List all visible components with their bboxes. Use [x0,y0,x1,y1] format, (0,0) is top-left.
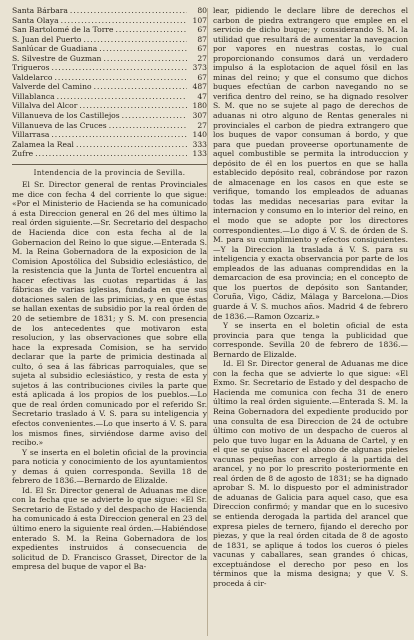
index-row [12,16,207,26]
index-leader-dots [51,63,187,73]
index-value: 27 [197,120,207,130]
paragraph: lear, pidiendo le declare libre de derechos el carbon de piedra extrangero que emplee en el servicio de dicho buque; y considerando S. M. la utilidad que resultará de aumentar la navegacion por vapores en nuestras costas, lo cual proporcionando consumos dará un verdadero impulso á la esplotacion de aquel fósil en las minas del reino; y que el consumo que dichos buques efectúan de carbon navegando no se verifica dentro del reino, se ha dignado resolver S. M. que no se sujete al pago de derechos de aduanas ni otro alguno de Rentas generales ni provinciales el carbon de piedra extrangero que los buques de vapor consuman á bordo, y que para que puedan proveerse oportunamente de aquel combustible se permita la introduccion y depósito de él en los puertos en que se halla establecido depósito real, cobrándose por razon de almacenage en los casos en que este se verifique, tomando los empleados de aduanas todas las medidas necesarias para evitar la internacion y consumo en lo interior del reino, en el modo que se adopte por los directores correspondientes.—Lo digo á V. S. de órden de S. M. para su cumplimiento y efectos consiguientes.—Y la Direccion la traslada á V. S. para su inteligencia y exacta observancia por parte de los empleados de las aduanas comprendidas en la demarcacion de esa provincia; en el concepto de que los puertos de depósito son Santander, Coruña, Vigo, Cádiz, Málaga y Barcelona.—Dios guarde á V. S. muchos años. Madrid 4 de febrero de 1836.—Ramon Ozcariz.» [213,6,408,321]
index-leader-dots [109,121,187,131]
index-value: 180 [192,101,207,111]
town-index [12,6,207,159]
index-town-name: Zufre [12,149,34,159]
index-row [12,6,207,16]
index-town-name: Valdelarco [12,72,53,82]
paragraph: Id. El Sr. Director general de Aduanas me dice con la fecha que se advierte lo que sigue: «El Sr. Secretario de Estado y del despacho de Hacienda ha comunicado á esta Direccion general en 23 del último enero la siguiente real órden.—Habiéndose enterado S. M. la Reina Gobernadora de los expedientes instruidos á consecuencia de solicitud de D. Francisco Grasset, Director de la empresa del buque de vapor el Ba- [12,485,207,572]
index-leader-dots [79,101,187,111]
index-leader-dots [76,140,187,150]
index-value: 87 [197,34,207,44]
index-value: 487 [192,82,207,92]
index-value: 67 [197,44,207,54]
index-leader-dots [35,149,187,159]
index-town-name: Valverde del Camino [12,82,92,92]
index-row [12,149,207,159]
index-row [12,130,207,140]
index-leader-dots [103,54,187,64]
index-leader-dots [122,111,187,121]
index-value: 67 [197,72,207,82]
index-row [12,92,207,102]
index-town-name: Trigueros [12,63,50,73]
index-leader-dots [51,130,187,140]
index-town-name: S. Juan del Puerto [12,34,82,44]
index-town-name: Villanueva de las Cruces [12,120,107,130]
index-row [12,111,207,121]
index-town-name: Villalva del Alcor [12,101,78,111]
index-town-name: Sanlúcar de Guadiana [12,44,98,54]
index-row [12,140,207,150]
index-value: 80 [197,6,207,15]
index-leader-dots [61,16,187,26]
index-value: 27 [197,53,207,63]
index-town-name: Villarrasa [12,130,50,140]
index-leader-dots [83,35,187,45]
index-leader-dots [94,82,187,92]
divider-rule [12,164,207,165]
index-town-name: Zalamea la Real [12,139,74,149]
index-leader-dots [70,6,187,16]
index-town-name: Villanueva de los Castillejos [12,111,120,121]
paragraph: El Sr. Director general de rentas Provinciales me dice con fecha 4 del corriente lo que sigue: «Por el Ministerio de Hacienda se ha comunicado á esta Direccion general en 26 del mes último la real órden siguiente.—Sr. Secretario del despacho de Hacienda dice con esta fecha al de la Gobernacion del Reino lo que sigue.—Enterada S. M. la Reina Gobernadora de la exposicion de la Comision Apostólica del Subsidio eclesiástico, de la resistencia que la Junta de Tortel encuentra al hacer efectivas las cuotas repartidas á las fábricas de varias iglesias, fundada en que sus dotaciones salen de las primicias, y en que éstas se hallan exentas de subsidio por la real órden de 20 de setiembre de 1831; y S. M. con presencia de los antecedentes que motivaron esta resolucion, y las observaciones que sobre ella hace la expresada Comision, se ha servido declarar que la parte de primicia destinada al culto, ó sea á las fábricas parroquiales, que se sujeta al subsidio eclesiástico, y resta de esta y sujetos á las contribuciones civiles la parte que está aplicada á los propios de los pueblos.—Lo que de real órden comunicado por el referido Sr. Secretario traslado á V. S. para su inteligencia y efectos convenientes.—Lo que inserto á V. S. para los mismos fines, sirviéndose darme aviso del recibo.» [12,180,207,448]
index-town-name: Santa Bárbara [12,6,68,15]
index-row [12,101,207,111]
index-row [12,82,207,92]
index-value: 47 [197,91,207,101]
index-value: 140 [192,130,207,140]
paragraph: Id. El Sr. Director general de Aduanas me dice con la fecha que se advierte lo que sigue: «El Exmo. Sr. Secretario de Estado y del despacho de Hacienda me comunica con fecha 31 de enero último la real órden siguiente.—Enterada S. M. la Reina Gobernadora del expediente producido por una consulta de esa Direccion de 24 de octubre último con motivo de un despacho de cueros al pelo que tuvo lugar en la Aduana de Cartel, y en el que se quiso hacer el abono de algunas pieles vacunas pequeñas con arreglo á la partida del arancel, y no por lo prescrito posteriormente en real órden de 8 de agosto de 1831; se ha dignado aprobar S. M. lo dispuesto por el administrador de aduanas de Galicia para aquel caso, que esa Direccion confirmó; y mandar que en lo sucesivo se entienda derogada la partida del arancel que expresa pieles de ternero, fijando el derecho por piezas, y que la real órden citada de 8 de agosto de 1831, se aplique á todos los cueros ó pieles vacunas y caballares, sean grandes ó chicas, exceptuándose el derecho por peso en los términos que la misma designa; y que V. S. proceda á cir- [213,359,408,588]
column-divider [207,8,208,636]
index-leader-dots [99,44,187,54]
index-value: 373 [192,63,207,73]
index-value: 333 [192,139,207,149]
index-row [12,35,207,45]
section-heading: Intendencia de la provincia de Sevilla. [33,168,186,177]
left-column [12,6,207,640]
paragraph: Y se inserta en el boletin oficial de la provincia para noticia y conocimiento de los ayuntamientos y demas á quien corresponda. Sevilla 18 de febrero de 1836.—Bernardo de Elizalde. [12,447,207,486]
index-leader-dots [115,25,187,35]
index-row [12,63,207,73]
index-row [12,73,207,83]
index-town-name: S. Silvestre de Guzman [12,53,102,63]
index-row [12,25,207,35]
index-row [12,54,207,64]
index-value: 107 [192,15,207,25]
right-column [213,6,408,640]
index-value: 133 [192,149,207,159]
paragraph: Y se inserta en el boletin oficial de esta provincia para que tenga la publicidad que corresponde. Sevilla 20 de febrero de 1836.—Bernardo de Elizalde. [213,321,408,359]
index-value: 67 [197,25,207,35]
index-town-name: Villablanca [12,91,55,101]
index-value: 307 [192,111,207,121]
index-row [12,44,207,54]
index-leader-dots [57,92,187,102]
index-town-name: Santa Olaya [12,15,59,25]
index-leader-dots [55,73,187,83]
index-row [12,121,207,131]
index-town-name: San Bartolomé de la Torre [12,25,114,35]
